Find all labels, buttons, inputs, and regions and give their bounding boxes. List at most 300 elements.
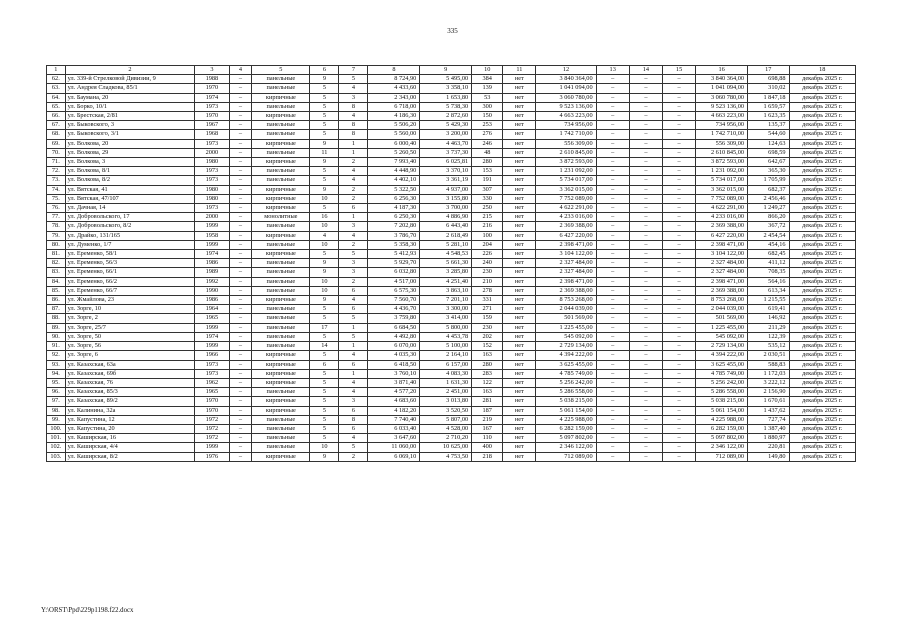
table-cell: 91. [47, 342, 66, 351]
table-cell: – [229, 139, 252, 148]
table-cell: нет [503, 397, 536, 406]
table-cell: декабрь 2025 г. [789, 130, 856, 139]
table-cell: – [596, 342, 629, 351]
table-cell: ул. Добровольского, 17 [65, 213, 195, 222]
table-cell: 1 653,80 [420, 93, 472, 102]
table-cell: 2 327 484,00 [536, 268, 596, 277]
table-cell: 4 187,30 [368, 204, 420, 213]
table-cell: 3 871,40 [368, 378, 420, 387]
table-cell: 2 451,00 [420, 388, 472, 397]
table-cell: 7 752 089,00 [536, 194, 596, 203]
table-cell: 5 429,30 [420, 121, 472, 130]
table-cell: – [662, 452, 695, 461]
table-cell: 613,34 [748, 286, 789, 295]
table-cell: 6 [339, 406, 368, 415]
table-cell: – [596, 323, 629, 332]
table-cell: нет [503, 369, 536, 378]
table-cell: 2 030,51 [748, 351, 789, 360]
table-cell: декабрь 2025 г. [789, 342, 856, 351]
table-cell: – [662, 222, 695, 231]
table-cell: 1 172,03 [748, 369, 789, 378]
table-cell: декабрь 2025 г. [789, 388, 856, 397]
table-cell: 280 [472, 158, 503, 167]
table-row [47, 443, 856, 452]
table-cell: 2 610 845,00 [536, 148, 596, 157]
table-cell: 310,02 [748, 84, 789, 93]
table-cell: ул. Еременко, 66/7 [65, 286, 195, 295]
table-cell: – [596, 424, 629, 433]
table-row [47, 415, 856, 424]
table-cell: 1 670,61 [748, 397, 789, 406]
table-cell: 4 [339, 434, 368, 443]
table-cell: – [629, 84, 662, 93]
table-cell: 122 [472, 378, 503, 387]
table-cell: нет [503, 286, 536, 295]
table-cell: декабрь 2025 г. [789, 378, 856, 387]
table-cell: 3 786,70 [368, 231, 420, 240]
table-cell: – [229, 176, 252, 185]
table-row [47, 213, 856, 222]
column-header: 7 [339, 66, 368, 75]
table-cell: 1 231 092,00 [536, 167, 596, 176]
table-cell: 8 [339, 130, 368, 139]
table-cell: – [629, 250, 662, 259]
table-cell: 9 [310, 259, 339, 268]
table-cell: 5 [310, 434, 339, 443]
table-cell: – [629, 369, 662, 378]
table-cell: 73. [47, 176, 66, 185]
table-cell: 80. [47, 240, 66, 249]
table-cell: 79. [47, 231, 66, 240]
table-cell: 2 872,60 [420, 112, 472, 121]
table-cell: нет [503, 378, 536, 387]
table-cell: нет [503, 240, 536, 249]
table-cell: 1973 [195, 369, 229, 378]
table-header-row [47, 66, 856, 75]
table-cell: ул. Добровольского, 8/2 [65, 222, 195, 231]
footer-file-path: Y:\ORST\Ppd\229p1198.f22.docx [41, 607, 134, 614]
table-cell: – [229, 148, 252, 157]
table-cell: 159 [472, 314, 503, 323]
table-cell: 14 [310, 342, 339, 351]
table-cell: 6 282 159,00 [696, 424, 748, 433]
table-cell: – [629, 406, 662, 415]
table-cell: нет [503, 250, 536, 259]
table-cell: 1 249,27 [748, 204, 789, 213]
table-cell: кирпичные [252, 93, 310, 102]
table-cell: 3 222,12 [748, 378, 789, 387]
table-cell: 48 [472, 148, 503, 157]
table-cell: нет [503, 185, 536, 194]
table-cell: – [629, 75, 662, 84]
table-cell: 271 [472, 305, 503, 314]
table-cell: ул. Каширская, 4/4 [65, 443, 195, 452]
table-cell: 3 [339, 397, 368, 406]
table-cell: – [229, 204, 252, 213]
table-cell: – [229, 424, 252, 433]
table-cell: 187 [472, 406, 503, 415]
table-cell: – [629, 204, 662, 213]
table-cell: 708,35 [748, 268, 789, 277]
table-cell: декабрь 2025 г. [789, 75, 856, 84]
column-header: 14 [629, 66, 662, 75]
table-cell: – [662, 388, 695, 397]
table-cell: – [229, 277, 252, 286]
table-cell: 1 742 710,00 [536, 130, 596, 139]
table-cell: 1988 [195, 75, 229, 84]
table-cell: 78. [47, 222, 66, 231]
table-cell: 4 [339, 112, 368, 121]
table-cell: 365,30 [748, 167, 789, 176]
table-cell: 1970 [195, 406, 229, 415]
table-cell: 1 880,97 [748, 434, 789, 443]
table-cell: ул. Баумана, 20 [65, 93, 195, 102]
table-cell: – [229, 360, 252, 369]
table-cell: – [629, 452, 662, 461]
table-cell: декабрь 2025 г. [789, 185, 856, 194]
table-cell: 74. [47, 185, 66, 194]
table-cell: нет [503, 204, 536, 213]
table-cell: – [662, 158, 695, 167]
table-cell: – [629, 158, 662, 167]
table-cell: – [629, 102, 662, 111]
table-cell: 5 260,50 [368, 148, 420, 157]
table-row [47, 139, 856, 148]
table-cell: 2 618,49 [420, 231, 472, 240]
table-row [47, 369, 856, 378]
table-cell: 3 872 593,00 [536, 158, 596, 167]
table-cell: 53 [472, 93, 503, 102]
table-cell: – [662, 167, 695, 176]
table-cell: нет [503, 360, 536, 369]
table-cell: 734 956,00 [536, 121, 596, 130]
table-cell: 2 610 845,00 [696, 148, 748, 157]
table-cell: – [229, 286, 252, 295]
table-cell: 2 327 484,00 [536, 259, 596, 268]
table-cell: – [596, 102, 629, 111]
table-cell: 283 [472, 369, 503, 378]
table-cell: 124,63 [748, 139, 789, 148]
table-cell: 1970 [195, 397, 229, 406]
table-cell: 682,37 [748, 185, 789, 194]
table-cell: 10 [310, 222, 339, 231]
table-cell: панельные [252, 75, 310, 84]
table-cell: – [596, 75, 629, 84]
table-cell: декабрь 2025 г. [789, 259, 856, 268]
table-cell: – [629, 332, 662, 341]
table-cell: – [229, 130, 252, 139]
table-cell: – [596, 167, 629, 176]
table-cell: 6 025,81 [420, 158, 472, 167]
table-cell: ул. Думенко, 1/7 [65, 240, 195, 249]
table-row [47, 424, 856, 433]
table-cell: 75. [47, 194, 66, 203]
table-cell: – [229, 185, 252, 194]
column-header: 13 [596, 66, 629, 75]
table-cell: кирпичные [252, 139, 310, 148]
table-cell: – [662, 84, 695, 93]
table-cell: – [229, 342, 252, 351]
table-cell: 5 [310, 332, 339, 341]
table-cell: 6 [339, 424, 368, 433]
table-cell: – [662, 360, 695, 369]
table-cell: 2 398 471,00 [536, 277, 596, 286]
table-cell: – [662, 314, 695, 323]
table-cell: – [662, 434, 695, 443]
table-cell: – [629, 176, 662, 185]
table-cell: 3 625 455,00 [536, 360, 596, 369]
table-cell: нет [503, 167, 536, 176]
table-cell: 1974 [195, 332, 229, 341]
table-cell: нет [503, 268, 536, 277]
table-cell: 4 453,78 [420, 332, 472, 341]
table-cell: панельные [252, 176, 310, 185]
table-cell: – [662, 415, 695, 424]
table-cell: – [629, 424, 662, 433]
table-cell: панельные [252, 342, 310, 351]
table-cell: 4 577,20 [368, 388, 420, 397]
table-cell: 10 [310, 277, 339, 286]
table-cell: 6 282 159,00 [536, 424, 596, 433]
table-cell: – [662, 130, 695, 139]
table-cell: декабрь 2025 г. [789, 176, 856, 185]
table-cell: – [662, 139, 695, 148]
table-cell: нет [503, 277, 536, 286]
table-cell: 4 448,90 [368, 167, 420, 176]
table-cell: 5 807,00 [420, 415, 472, 424]
table-cell: 4 [310, 231, 339, 240]
table-cell: 9 [310, 268, 339, 277]
table-cell: 149,80 [748, 452, 789, 461]
table-cell: декабрь 2025 г. [789, 102, 856, 111]
table-cell: – [596, 259, 629, 268]
table-cell: 226 [472, 250, 503, 259]
table-cell: панельные [252, 84, 310, 93]
table-cell: – [229, 194, 252, 203]
table-row [47, 378, 856, 387]
table-cell: 146,92 [748, 314, 789, 323]
table-cell: 1986 [195, 296, 229, 305]
table-cell: декабрь 2025 г. [789, 112, 856, 121]
table-row [47, 102, 856, 111]
table-cell: 4 492,80 [368, 332, 420, 341]
table-cell: – [629, 286, 662, 295]
table-cell: 2 369 388,00 [696, 222, 748, 231]
table-cell: 4 436,70 [368, 305, 420, 314]
table-cell: нет [503, 296, 536, 305]
table-row [47, 434, 856, 443]
table-cell: 5 281,10 [420, 240, 472, 249]
table-cell: 6 250,30 [368, 213, 420, 222]
table-cell: 535,12 [748, 342, 789, 351]
table-row [47, 240, 856, 249]
table-cell: 1973 [195, 167, 229, 176]
table-cell: 6 427 220,00 [696, 231, 748, 240]
table-cell: 3 840 364,00 [536, 75, 596, 84]
table-cell: 204 [472, 240, 503, 249]
column-header: 1 [47, 66, 66, 75]
table-cell: 1999 [195, 222, 229, 231]
table-cell: 4 463,70 [420, 139, 472, 148]
table-cell: 5 [310, 204, 339, 213]
table-cell: 4 [339, 231, 368, 240]
table-cell: 1972 [195, 434, 229, 443]
table-cell: 7 993,40 [368, 158, 420, 167]
table-cell: 2 398 471,00 [696, 277, 748, 286]
table-cell: 1974 [195, 93, 229, 102]
table-cell: – [662, 213, 695, 222]
table-cell: – [596, 158, 629, 167]
table-cell: ул. Казахская, 63а [65, 360, 195, 369]
table-cell: 1 387,40 [748, 424, 789, 433]
table-cell: – [629, 351, 662, 360]
table-cell: 1 [339, 323, 368, 332]
table-cell: ул. Волкова, 8/1 [65, 167, 195, 176]
table-cell: декабрь 2025 г. [789, 268, 856, 277]
table-cell: 1 659,57 [748, 102, 789, 111]
table-cell: 8 [339, 121, 368, 130]
table-cell: – [596, 148, 629, 157]
table-cell: ул. Борко, 10/1 [65, 102, 195, 111]
table-cell: 1964 [195, 305, 229, 314]
table-cell: 1 231 092,00 [696, 167, 748, 176]
table-cell: 64. [47, 93, 66, 102]
table-cell: – [596, 213, 629, 222]
table-row [47, 305, 856, 314]
table-cell: 331 [472, 296, 503, 305]
table-cell: ул. Вятская, 47/107 [65, 194, 195, 203]
table-cell: панельные [252, 286, 310, 295]
table-cell: нет [503, 84, 536, 93]
table-cell: – [229, 452, 252, 461]
table-cell: 5 [310, 314, 339, 323]
table-cell: 4 [339, 388, 368, 397]
table-cell: нет [503, 388, 536, 397]
table-cell: 70. [47, 148, 66, 157]
table-cell: 276 [472, 130, 503, 139]
table-cell: 10 [310, 240, 339, 249]
table-cell: – [229, 250, 252, 259]
table-cell: нет [503, 148, 536, 157]
table-cell: 545 092,00 [536, 332, 596, 341]
table-cell: 4 035,30 [368, 351, 420, 360]
table-cell: 191 [472, 176, 503, 185]
table-cell: 5 412,93 [368, 250, 420, 259]
table-cell: 9 [310, 296, 339, 305]
table-cell: 2 456,46 [748, 194, 789, 203]
table-cell: – [596, 378, 629, 387]
table-cell: 4 [339, 167, 368, 176]
table-cell: – [596, 369, 629, 378]
table-cell: 98. [47, 406, 66, 415]
table-cell: ул. Калинина, 32а [65, 406, 195, 415]
table-cell: – [662, 277, 695, 286]
table-cell: 5 256 242,00 [536, 378, 596, 387]
table-cell: декабрь 2025 г. [789, 213, 856, 222]
table-cell: – [629, 397, 662, 406]
table-cell: панельные [252, 240, 310, 249]
table-cell: – [596, 434, 629, 443]
table-cell: нет [503, 158, 536, 167]
table-cell: панельные [252, 443, 310, 452]
table-cell: 5 738,30 [420, 102, 472, 111]
table-cell: 2 [339, 194, 368, 203]
table-cell: – [596, 305, 629, 314]
table-cell: – [596, 332, 629, 341]
table-cell: нет [503, 213, 536, 222]
table-cell: 2 044 039,00 [696, 305, 748, 314]
table-cell: 3 013,80 [420, 397, 472, 406]
table-row [47, 93, 856, 102]
table-cell: 7 201,10 [420, 296, 472, 305]
table-cell: 6 256,30 [368, 194, 420, 203]
table-cell: 163 [472, 388, 503, 397]
table-cell: 5 358,30 [368, 240, 420, 249]
table-cell: – [629, 415, 662, 424]
table-cell: – [596, 222, 629, 231]
table-cell: – [662, 332, 695, 341]
table-cell: 1 [339, 369, 368, 378]
table-cell: 87. [47, 305, 66, 314]
table-cell: 4 622 291,00 [536, 204, 596, 213]
table-cell: 2 156,90 [748, 388, 789, 397]
table-cell: кирпичные [252, 231, 310, 240]
table-cell: кирпичные [252, 369, 310, 378]
table-cell: нет [503, 351, 536, 360]
table-cell: нет [503, 406, 536, 415]
table-cell: 619,41 [748, 305, 789, 314]
table-cell: 712 089,00 [696, 452, 748, 461]
table-cell: 9 [310, 452, 339, 461]
table-cell: – [662, 204, 695, 213]
table-cell: 5 [310, 167, 339, 176]
table-cell: – [596, 185, 629, 194]
table-cell: 230 [472, 323, 503, 332]
table-cell: 67. [47, 121, 66, 130]
column-header: 3 [195, 66, 229, 75]
table-cell: 2 327 484,00 [696, 268, 748, 277]
table-cell: декабрь 2025 г. [789, 84, 856, 93]
table-cell: декабрь 2025 г. [789, 332, 856, 341]
table-cell: 2 729 134,00 [536, 342, 596, 351]
table-cell: 100. [47, 424, 66, 433]
table-cell: 5 [310, 84, 339, 93]
table-cell: 6 418,50 [368, 360, 420, 369]
table-cell: – [629, 148, 662, 157]
table-cell: – [662, 75, 695, 84]
table-cell: 103. [47, 452, 66, 461]
table-cell: – [229, 84, 252, 93]
table-cell: ул. Еременко, 56/3 [65, 259, 195, 268]
table-cell: 2 369 388,00 [536, 222, 596, 231]
table-cell: 5 [339, 250, 368, 259]
table-row [47, 332, 856, 341]
table-cell: 5 661,30 [420, 259, 472, 268]
table-cell: 1976 [195, 452, 229, 461]
table-cell: 307 [472, 185, 503, 194]
table-cell: – [629, 323, 662, 332]
table-cell: 3 060 780,00 [536, 93, 596, 102]
table-cell: 4 [339, 84, 368, 93]
table-cell: 5 [310, 351, 339, 360]
table-cell: 5 495,00 [420, 75, 472, 84]
table-cell: – [662, 194, 695, 203]
table-cell: 1980 [195, 194, 229, 203]
table-cell: 1973 [195, 204, 229, 213]
table-cell: – [596, 415, 629, 424]
table-cell: 3 [339, 259, 368, 268]
table-cell: 1990 [195, 286, 229, 295]
